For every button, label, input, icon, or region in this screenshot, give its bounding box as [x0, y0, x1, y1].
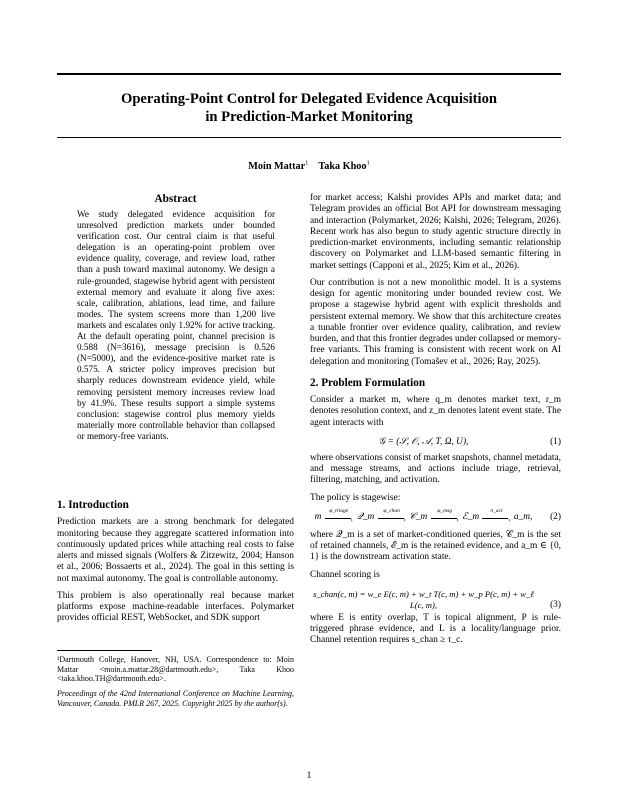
- paragraph: Consider a market m, where q_m denotes market text, r_m denotes resolution context, and z_m denotes latent event state. The agent interacts with: [310, 395, 561, 428]
- proceedings-note: Proceedings of the 42nd International Conference on Machine Learning, Vancouver, Canada. PMLR 267, 2025. Copyright 2025 by the author(s).: [57, 689, 294, 708]
- eq-term: m: [314, 511, 322, 522]
- author-name: Taka Khoo: [318, 161, 367, 172]
- paragraph: where E is entity overlap, T is topical alignment, P is rule-triggered phrase evidence, and L is a locality/language prior. Channel retention requires s_chan ≥ τ_c.: [310, 612, 561, 646]
- paragraph: Channel scoring is: [310, 569, 380, 580]
- title-line-2: in Prediction-Market Monitoring: [205, 109, 413, 125]
- footnote-rule: [57, 650, 152, 651]
- abstract-heading: Abstract: [154, 193, 197, 205]
- title-bottom-rule: [57, 137, 561, 138]
- section-heading: 2. Problem Formulation: [310, 376, 426, 389]
- section-heading: 1. Introduction: [57, 499, 129, 511]
- equation-3: [310, 587, 561, 613]
- affiliation-mark: 1: [305, 159, 309, 167]
- arrow-icon: π_act ›: [482, 512, 510, 522]
- author-line: [57, 161, 561, 173]
- affiliation-footnote: ¹Dartmouth College, Hanover, NH, USA. Correspondence to: Moin Mattar <moin.a.mattar.28@dartmouth.edu>, Taka Khoo <taka.khoo.TH@dartmouth.edu>.: [57, 655, 294, 684]
- equation-body: 𝒢 = (𝒮, 𝒪, 𝒜, T, Ω, U),: [378, 436, 469, 447]
- paragraph: The policy is stagewise:: [310, 492, 401, 503]
- arrow-label: φ_chan: [383, 507, 400, 514]
- paragraph: Prediction markets are a strong benchmark for delegated monitoring because they aggregate scattered information into continuously updated prices while attaching real costs to false alerts and missed signals (Wolfers & Zitzewitz, 2004; Hanson et al., 2006; Bossaerts et al., 2024). The goal in this setting is not maximal autonomy. The goal is controllable autonomy.: [57, 517, 294, 584]
- eq-term: 𝒬_m: [356, 511, 375, 522]
- arrow-label: π_act: [490, 507, 503, 514]
- arrow-label: φ_msg: [437, 507, 452, 514]
- right-column: [310, 193, 561, 653]
- equation-1: [310, 435, 561, 453]
- affiliation-mark: 1: [366, 159, 370, 167]
- arrow-icon: φ_chan ›: [378, 512, 406, 522]
- page-number: 1: [306, 771, 312, 781]
- equation-number: (2): [550, 511, 561, 522]
- paper-title: [57, 90, 561, 126]
- paragraph: for market access; Kalshi provides APIs and market data; and Telegram provides an official Bot API for downstream messaging and interaction (Polymarket, 2026; Kalshi, 2026; Telegram, 2026). Recent work has also begun to study agentic structure directly in prediction-market environments, including semantic relationship discovery on Polymarket and LLM-based semantic filtering in market settings (Capponi et al., 2025; Kim et al., 2026).: [310, 193, 561, 271]
- equation-body: [310, 507, 537, 524]
- abstract-text: We study delegated evidence acquisition for unresolved prediction markets under bounded verification cost. Our central claim is that useful delegation is an operating-point problem over evidence quality, coverage, and review load, rather than a push toward maximal autonomy. We design a rule-grounded, stagewise hybrid agent with persistent external memory and evaluate it along five axes: scale, calibration, ablations, lead time, and failure modes. The system screens more than 1,200 live markets and escalates only 1.92% for active tracking. At the default operating point, channel precision is 0.588 (N=3616), message precision is 0.526 (N=5000), and the evidence-positive market rate is 0.575. A stricter policy improves precision but sharply reduces downstream evidence yield, while removing persistent memory increases review load by 41.9%. These results support a simple systems conclusion: stagewise control plus memory yields materially more controllable behavior than collapsed or memory-free variants.: [77, 209, 275, 441]
- eq-term: a_m,: [513, 511, 533, 522]
- equation-number: (1): [550, 436, 561, 447]
- introduction-section: [57, 500, 294, 631]
- top-rule: [57, 73, 561, 75]
- equation-number: (3): [550, 599, 561, 610]
- equation-2: [310, 507, 561, 530]
- arrow-icon: φ_msg ›: [431, 512, 459, 522]
- paragraph: where observations consist of market snapshots, channel metadata, and message streams, and actions include triage, retrieval, filtering, matching, and activation.: [310, 452, 561, 486]
- equation-body: s_chan(c, m) = w_e E(c, m) + w_t T(c, m) + w_p P(c, m) + w_ℓ L(c, m),: [313, 588, 534, 610]
- footnote: [57, 655, 294, 714]
- eq-term: ℰ_m: [462, 511, 480, 522]
- title-line-1: Operating-Point Control for Delegated Evidence Acquisition: [120, 91, 498, 107]
- author-name: Moin Mattar: [248, 161, 306, 172]
- paragraph: This problem is also operationally real because market platforms expose machine-readable interfaces. Polymarket provides official REST, WebSocket, and SDK support: [57, 590, 294, 624]
- eq-term: 𝒞_m: [409, 511, 428, 522]
- arrow-icon: φ_triage ›: [325, 512, 353, 522]
- arrow-label: φ_triage: [329, 507, 349, 514]
- paragraph: Our contribution is not a new monolithic model. It is a systems design for agentic monitoring under bounded review cost. We propose a stagewise hybrid agent with explicit thresholds and persistent external memory. We show that this architecture creates a tunable frontier over evidence quality, calibration, and review burden, and that this frontier degrades under collapsed or memory-free variants. This framing is consistent with recent work on AI delegation and monitoring (Tomašev et al., 2026; Ray, 2025).: [310, 277, 561, 367]
- paragraph: where 𝒬_m is a set of market-conditioned queries, 𝒞_m is the set of retained channels, ℰ_m is the retained evidence, and a_m ∈ {0, 1} is the downstream activation state.: [310, 529, 561, 563]
